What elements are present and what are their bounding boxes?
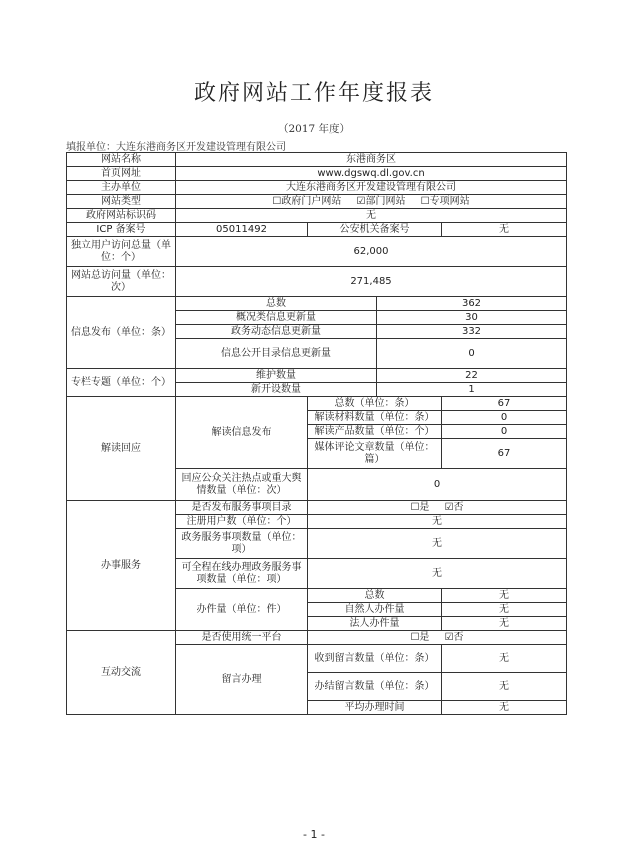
icp-value: 05011492	[176, 223, 308, 237]
table-row	[67, 631, 567, 645]
interp-material: 0	[442, 411, 567, 425]
interact-done-label: 办结留言数量（单位：条）	[308, 673, 442, 701]
option-no: ☑否	[444, 631, 464, 643]
interp-respond: 0	[308, 469, 567, 501]
column-new: 1	[377, 383, 567, 397]
interact-platform-label: 是否使用统一平台	[176, 631, 308, 645]
table-row	[67, 267, 567, 297]
column-label: 专栏专题（单位：个）	[67, 369, 176, 397]
table-row	[67, 181, 567, 195]
interact-msg-label: 留言办理	[176, 645, 308, 715]
info-news: 332	[377, 325, 567, 339]
table-row	[67, 501, 567, 515]
reporting-unit: 填报单位：大连东港商务区开发建设管理有限公司	[66, 142, 286, 153]
info-catalog: 0	[377, 339, 567, 369]
site-type-options	[176, 195, 567, 209]
option-yes: ☐是	[410, 501, 430, 513]
pv-value: 271,485	[176, 267, 567, 297]
service-vol-total: 无	[442, 589, 567, 603]
sponsor-value: 大连东港商务区开发建设管理有限公司	[176, 181, 567, 195]
option-special: ☐专项网站	[420, 195, 470, 207]
info-label: 信息发布（单位：条）	[67, 297, 176, 369]
table-row	[67, 223, 567, 237]
report-table	[66, 152, 567, 715]
service-online: 无	[308, 559, 567, 589]
homepage-label: 首页网址	[67, 167, 176, 181]
info-total-label: 总数	[176, 297, 377, 311]
page-title: 政府网站工作年度报表	[193, 81, 434, 106]
service-legal: 无	[442, 617, 567, 631]
site-name-value: 东港商务区	[176, 153, 567, 167]
gov-id-value: 无	[176, 209, 567, 223]
service-users: 无	[308, 515, 567, 529]
service-natural: 无	[442, 603, 567, 617]
gov-id-label: 政府网站标识码	[67, 209, 176, 223]
interp-product-label: 解读产品数量（单位：个）	[308, 425, 442, 439]
interp-total: 67	[442, 397, 567, 411]
table-row	[67, 297, 567, 311]
service-items: 无	[308, 529, 567, 559]
uv-label: 独立用户访问总量（单位：个）	[67, 237, 176, 267]
service-natural-label: 自然人办件量	[308, 603, 442, 617]
page-number: - 1 -	[303, 828, 325, 841]
interp-respond-label: 回应公众关注热点或重大舆情数量（单位：次）	[176, 469, 308, 501]
service-label: 办事服务	[67, 501, 176, 631]
info-news-label: 政务动态信息更新量	[176, 325, 377, 339]
interp-material-label: 解读材料数量（单位：条）	[308, 411, 442, 425]
info-catalog-label: 信息公开目录信息更新量	[176, 339, 377, 369]
service-volume-label: 办件量（单位：件）	[176, 589, 308, 631]
info-total: 362	[377, 297, 567, 311]
option-no: ☑否	[444, 501, 464, 513]
uv-value: 62,000	[176, 237, 567, 267]
sponsor-label: 主办单位	[67, 181, 176, 195]
interact-avg-label: 平均办理时间	[308, 701, 442, 715]
police-record-label: 公安机关备案号	[308, 223, 442, 237]
table-row	[67, 153, 567, 167]
column-maint-label: 维护数量	[176, 369, 377, 383]
site-name-label: 网站名称	[67, 153, 176, 167]
interact-avg: 无	[442, 701, 567, 715]
interact-done: 无	[442, 673, 567, 701]
service-items-label: 政务服务事项数量（单位：项）	[176, 529, 308, 559]
info-overview: 30	[377, 311, 567, 325]
table-row	[67, 195, 567, 209]
homepage-value: www.dgswq.dl.gov.cn	[176, 167, 567, 181]
info-overview-label: 概况类信息更新量	[176, 311, 377, 325]
service-vol-total-label: 总数	[308, 589, 442, 603]
interp-media: 67	[442, 439, 567, 469]
service-users-label: 注册用户数（单位：个）	[176, 515, 308, 529]
interp-total-label: 总数（单位：条）	[308, 397, 442, 411]
interact-platform-options	[308, 631, 567, 645]
site-type-label: 网站类型	[67, 195, 176, 209]
option-yes: ☐是	[410, 631, 430, 643]
pv-label: 网站总访问量（单位：次）	[67, 267, 176, 297]
interact-received: 无	[442, 645, 567, 673]
interp-pub-label: 解读信息发布	[176, 397, 308, 469]
table-row	[67, 237, 567, 267]
service-legal-label: 法人办件量	[308, 617, 442, 631]
interp-media-label: 媒体评论文章数量（单位：篇）	[308, 439, 442, 469]
option-portal: ☐政府门户网站	[272, 195, 342, 207]
column-maint: 22	[377, 369, 567, 383]
table-row	[67, 167, 567, 181]
interp-product: 0	[442, 425, 567, 439]
table-row	[67, 369, 567, 383]
option-department: ☑部门网站	[356, 195, 406, 207]
interact-label: 互动交流	[67, 631, 176, 715]
icp-label: ICP 备案号	[67, 223, 176, 237]
police-record-value: 无	[442, 223, 567, 237]
service-online-label: 可全程在线办理政务服务事项数量（单位：项）	[176, 559, 308, 589]
service-catalog-options	[308, 501, 567, 515]
interp-label: 解读回应	[67, 397, 176, 501]
table-row	[67, 209, 567, 223]
table-row	[67, 397, 567, 411]
column-new-label: 新开设数量	[176, 383, 377, 397]
service-catalog-label: 是否发布服务事项目录	[176, 501, 308, 515]
interact-received-label: 收到留言数量（单位：条）	[308, 645, 442, 673]
report-year: （2017 年度）	[277, 123, 351, 135]
